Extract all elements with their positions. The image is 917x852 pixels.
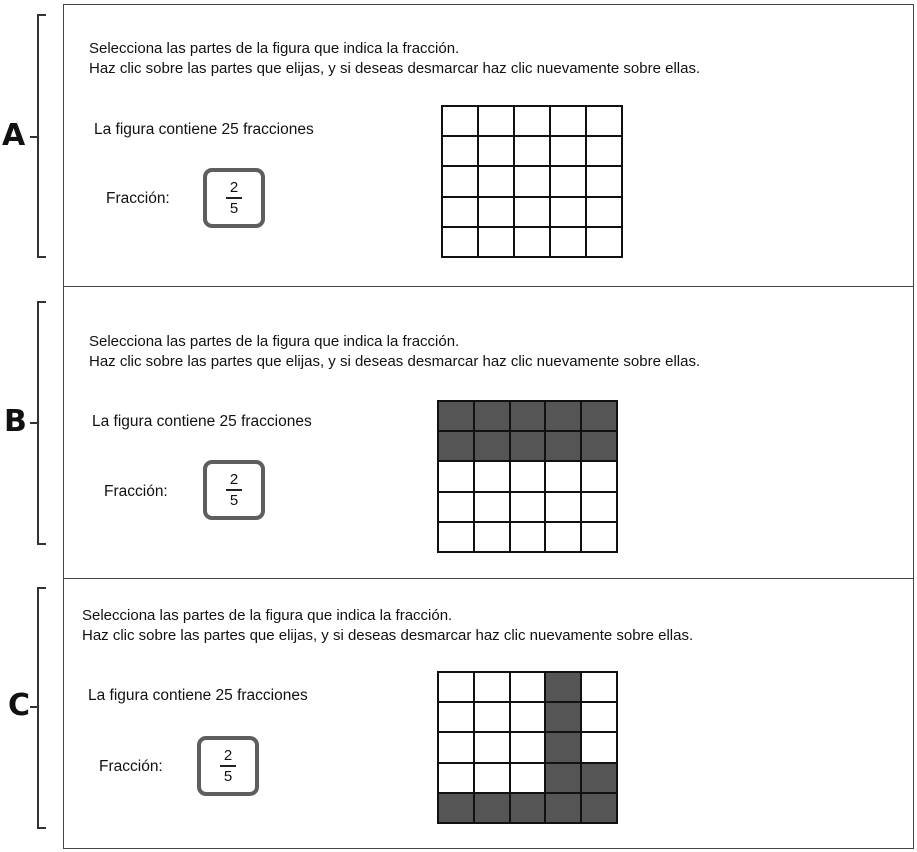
fraction-count-text: La figura contiene 25 fracciones xyxy=(92,413,312,430)
grid-cell[interactable] xyxy=(442,197,478,227)
grid-cell[interactable] xyxy=(438,793,474,823)
instruction-line-2: Haz clic sobre las partes que elijas, y si deseas desmarcar haz clic nuevamente sobre ellas. xyxy=(82,627,694,644)
grid-cell[interactable] xyxy=(438,461,474,491)
grid-cell[interactable] xyxy=(586,166,622,196)
grid-cell[interactable] xyxy=(438,522,474,552)
fraction-grid xyxy=(441,105,623,258)
grid-cell[interactable] xyxy=(474,672,510,702)
grid-cell[interactable] xyxy=(550,197,586,227)
grid-cell[interactable] xyxy=(550,106,586,136)
grid-cell[interactable] xyxy=(438,763,474,793)
grid-cell[interactable] xyxy=(514,197,550,227)
fraction-numerator: 2 xyxy=(223,747,233,765)
grid-cell[interactable] xyxy=(581,522,617,552)
panel-a-bracket-tick xyxy=(30,136,37,138)
grid-cell[interactable] xyxy=(474,431,510,461)
panel-a-bracket xyxy=(37,14,46,258)
fraction-numerator: 2 xyxy=(229,471,239,489)
grid-cell[interactable] xyxy=(550,166,586,196)
fraction-bar xyxy=(220,765,236,767)
fraction-box xyxy=(203,168,265,228)
grid-cell[interactable] xyxy=(581,461,617,491)
fraction-count-text: La figura contiene 25 fracciones xyxy=(94,121,314,138)
fraction-count-text: La figura contiene 25 fracciones xyxy=(88,687,308,704)
grid-cell[interactable] xyxy=(474,793,510,823)
instruction-text xyxy=(82,606,693,646)
grid-cell[interactable] xyxy=(545,702,581,732)
grid-cell[interactable] xyxy=(442,136,478,166)
fraction-grid xyxy=(437,400,618,553)
instruction-text xyxy=(89,39,700,79)
grid-cell[interactable] xyxy=(581,672,617,702)
grid-cell[interactable] xyxy=(514,166,550,196)
grid-cell[interactable] xyxy=(545,401,581,431)
panel-b-bracket-tick xyxy=(30,422,37,424)
grid-cell[interactable] xyxy=(442,106,478,136)
grid-cell[interactable] xyxy=(581,793,617,823)
grid-cell[interactable] xyxy=(586,136,622,166)
grid-cell[interactable] xyxy=(586,197,622,227)
fraction-label: Fracción: xyxy=(99,758,163,775)
grid-cell[interactable] xyxy=(581,763,617,793)
grid-cell[interactable] xyxy=(474,763,510,793)
instruction-line-2: Haz clic sobre las partes que elijas, y si deseas desmarcar haz clic nuevamente sobre ellas. xyxy=(89,60,701,77)
grid-cell[interactable] xyxy=(510,763,546,793)
grid-cell[interactable] xyxy=(581,431,617,461)
grid-cell[interactable] xyxy=(545,522,581,552)
grid-cell[interactable] xyxy=(545,461,581,491)
grid-cell[interactable] xyxy=(510,672,546,702)
grid-cell[interactable] xyxy=(474,492,510,522)
grid-cell[interactable] xyxy=(514,136,550,166)
fraction-bar xyxy=(226,489,242,491)
instruction-line-1: Selecciona las partes de la figura que indica la fracción. xyxy=(89,40,460,57)
instruction-line-2: Haz clic sobre las partes que elijas, y si deseas desmarcar haz clic nuevamente sobre ellas. xyxy=(89,353,701,370)
grid-cell[interactable] xyxy=(438,492,474,522)
grid-cell[interactable] xyxy=(510,793,546,823)
grid-cell[interactable] xyxy=(510,461,546,491)
panel-a xyxy=(63,4,914,287)
grid-cell[interactable] xyxy=(550,227,586,257)
grid-cell[interactable] xyxy=(474,461,510,491)
grid-cell[interactable] xyxy=(438,401,474,431)
panel-a-label: A xyxy=(2,118,26,153)
panel-c xyxy=(63,578,914,849)
grid-cell[interactable] xyxy=(478,166,514,196)
fraction-box xyxy=(203,460,265,520)
grid-cell[interactable] xyxy=(474,522,510,552)
fraction-denominator: 5 xyxy=(229,491,239,509)
grid-cell[interactable] xyxy=(438,702,474,732)
grid-cell[interactable] xyxy=(510,492,546,522)
grid-cell[interactable] xyxy=(586,227,622,257)
instruction-line-1: Selecciona las partes de la figura que indica la fracción. xyxy=(89,333,460,350)
grid-cell[interactable] xyxy=(514,106,550,136)
instruction-line-1: Selecciona las partes de la figura que indica la fracción. xyxy=(82,607,453,624)
fraction-grid xyxy=(437,671,618,824)
grid-cell[interactable] xyxy=(581,732,617,762)
panel-c-bracket xyxy=(37,587,46,829)
fraction-denominator: 5 xyxy=(223,767,233,785)
grid-cell[interactable] xyxy=(545,431,581,461)
fraction-box xyxy=(197,736,259,796)
grid-cell[interactable] xyxy=(586,106,622,136)
grid-cell[interactable] xyxy=(474,732,510,762)
grid-cell[interactable] xyxy=(545,492,581,522)
grid-cell[interactable] xyxy=(510,732,546,762)
grid-cell[interactable] xyxy=(581,702,617,732)
grid-cell[interactable] xyxy=(510,522,546,552)
grid-cell[interactable] xyxy=(478,197,514,227)
grid-cell[interactable] xyxy=(438,672,474,702)
grid-cell[interactable] xyxy=(514,227,550,257)
grid-cell[interactable] xyxy=(510,431,546,461)
grid-cell[interactable] xyxy=(545,793,581,823)
instruction-text xyxy=(89,332,700,372)
grid-cell[interactable] xyxy=(474,401,510,431)
panel-b xyxy=(63,286,914,579)
panel-c-label: C xyxy=(8,688,31,723)
grid-cell[interactable] xyxy=(581,401,617,431)
fraction-bar xyxy=(226,197,242,199)
grid-cell[interactable] xyxy=(545,672,581,702)
grid-cell[interactable] xyxy=(545,732,581,762)
grid-cell[interactable] xyxy=(474,702,510,732)
grid-cell[interactable] xyxy=(478,227,514,257)
fraction-numerator: 2 xyxy=(229,179,239,197)
fraction-denominator: 5 xyxy=(229,199,239,217)
fraction-label: Fracción: xyxy=(104,483,168,500)
grid-cell[interactable] xyxy=(438,431,474,461)
grid-cell[interactable] xyxy=(478,106,514,136)
panel-b-label: B xyxy=(4,404,27,439)
grid-cell[interactable] xyxy=(478,136,514,166)
grid-cell[interactable] xyxy=(545,763,581,793)
panel-b-bracket xyxy=(37,301,46,545)
panel-c-bracket-tick xyxy=(30,706,37,708)
grid-cell[interactable] xyxy=(510,401,546,431)
grid-cell[interactable] xyxy=(581,492,617,522)
grid-cell[interactable] xyxy=(442,166,478,196)
fraction-label: Fracción: xyxy=(106,190,170,207)
grid-cell[interactable] xyxy=(510,702,546,732)
grid-cell[interactable] xyxy=(550,136,586,166)
grid-cell[interactable] xyxy=(438,732,474,762)
grid-cell[interactable] xyxy=(442,227,478,257)
